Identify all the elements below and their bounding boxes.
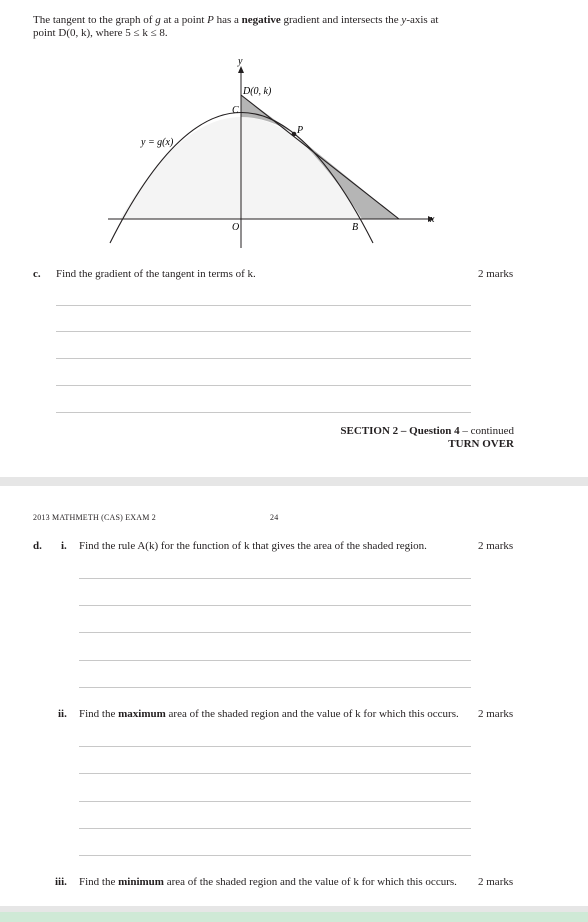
question-intro [33, 14, 463, 40]
sub-ii-text-pre: Find the [79, 708, 119, 720]
sub-ii-marks: 2 marks [478, 708, 514, 720]
answer-line[interactable] [79, 687, 471, 688]
sub-iii-text-pre: Find the [79, 876, 119, 888]
intro-text: at a point [160, 14, 208, 26]
sub-iii-text-post: area of the shaded region and the value of k for which this occurs. [163, 876, 457, 888]
answer-line[interactable] [79, 801, 471, 802]
y-axis-label: y [238, 56, 243, 67]
point-d-label: D(0, k) [243, 86, 272, 97]
sub-iii-label: iii. [55, 876, 67, 888]
exam-page-lower [0, 486, 588, 906]
part-c-text: Find the gradient of the tangent in terms of k. [56, 268, 256, 280]
sub-i-marks: 2 marks [478, 540, 514, 552]
intro-var-g: g [155, 14, 161, 26]
sub-iii-text [79, 876, 457, 888]
footer-continued-text: – continued [459, 425, 514, 437]
intro-point-d: D(0, k) [58, 27, 91, 39]
sub-i-text: Find the rule A(k) for the function of k that gives the area of the shaded region. [79, 540, 427, 552]
intro-text: , where 5 ≤ k ≤ 8. [90, 27, 168, 39]
turn-over-footer: TURN OVER [448, 438, 514, 450]
exam-header: 2013 MATHMETH (CAS) EXAM 2 [33, 513, 156, 522]
intro-text: gradient and intersects the [280, 14, 402, 26]
footer-section-label: SECTION 2 – Question 4 [340, 425, 460, 437]
answer-line[interactable] [79, 660, 471, 661]
intro-text: The tangent to the graph of [33, 14, 156, 26]
next-page-edge [0, 912, 588, 922]
intro-text: point [33, 27, 59, 39]
section-continued-footer [340, 425, 514, 437]
answer-line[interactable] [79, 605, 471, 606]
sub-iii-bold: minimum [118, 876, 164, 888]
answer-line[interactable] [56, 385, 471, 386]
sub-ii-text [79, 708, 459, 720]
sub-ii-text-post: area of the shaded region and the value of k for which this occurs. [165, 708, 459, 720]
point-b-label: B [352, 222, 359, 233]
parabola-tangent-graph [100, 50, 450, 260]
part-d-label: d. [33, 540, 42, 552]
answer-line[interactable] [79, 632, 471, 633]
answer-line[interactable] [79, 746, 471, 747]
answer-line[interactable] [79, 578, 471, 579]
intro-text: has a [213, 14, 242, 26]
answer-line[interactable] [56, 305, 471, 306]
intro-text: -axis at [406, 14, 439, 26]
sub-i-label: i. [61, 540, 67, 552]
sub-ii-bold: maximum [118, 708, 166, 720]
intro-bold-word: negative [241, 14, 281, 26]
point-c-label: C [232, 105, 239, 116]
point-p-label: P [297, 125, 304, 136]
curve-label: y = g(x) [141, 137, 174, 148]
y-axis-arrow [238, 66, 244, 73]
part-c-label: c. [33, 268, 41, 280]
x-axis-label: x [430, 214, 435, 225]
origin-label: O [232, 222, 240, 233]
viewer-bottom-strip [0, 906, 588, 922]
page-number: 24 [270, 513, 279, 522]
intro-var-y: y [401, 14, 407, 26]
sub-ii-label: ii. [58, 708, 67, 720]
answer-line[interactable] [79, 773, 471, 774]
point-p-dot [292, 132, 297, 137]
sub-iii-marks: 2 marks [478, 876, 514, 888]
answer-line[interactable] [79, 855, 471, 856]
part-c-marks: 2 marks [478, 268, 514, 280]
answer-line[interactable] [79, 828, 471, 829]
answer-line[interactable] [56, 331, 471, 332]
intro-var-p: P [207, 14, 214, 26]
answer-line[interactable] [56, 358, 471, 359]
answer-line[interactable] [56, 412, 471, 413]
